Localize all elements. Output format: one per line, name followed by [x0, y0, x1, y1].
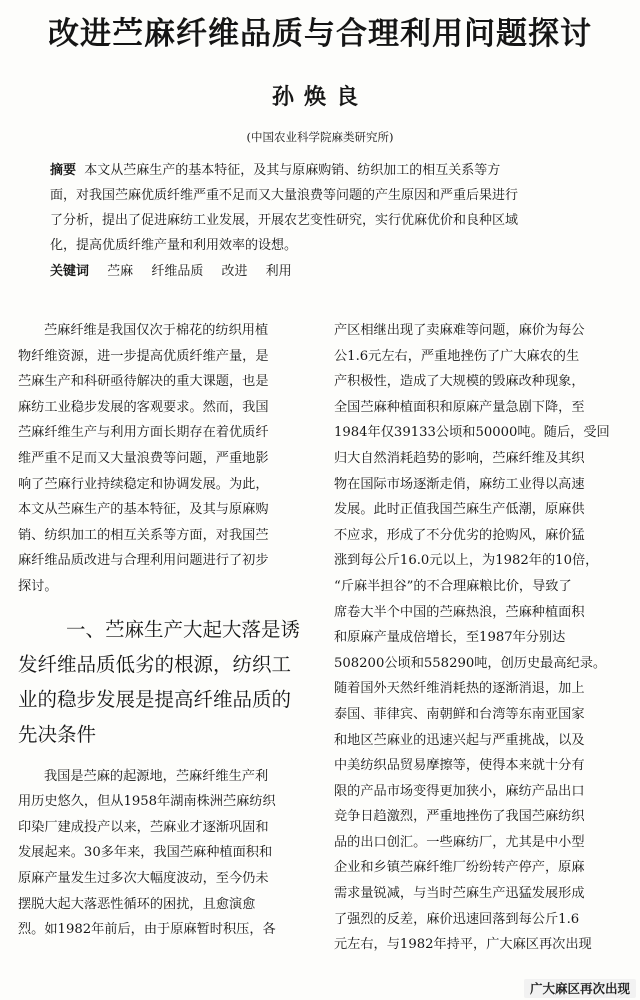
body-line: 产积极性，造成了大规模的毁麻改种现象，	[334, 374, 585, 390]
body-line: 了强烈的反差，麻价迅速回落到每公斤1.6	[334, 911, 580, 927]
body-line: 产区相继出现了卖麻难等问题，麻价为每公	[334, 323, 585, 338]
body-line: 麻纤维品质改进与合理利用问题进行了初步	[18, 553, 269, 569]
body-line: 烈。如1982年前后，由于原麻暂时积压，各	[18, 922, 276, 938]
section-heading: 先决条件	[18, 722, 97, 746]
body-line: 摆脱大起大落恶性循环的困扰，且愈演愈	[18, 896, 256, 912]
body-line: 发展。此时正值我国苎麻生产低潮，原麻供	[334, 502, 585, 518]
body-line: 企业和乡镇苎麻纤维厂纷纷转产停产，原麻	[334, 860, 585, 876]
right-column	[334, 318, 634, 958]
body-line: 1984年仅39133公顷和50000吨。随后，受回	[334, 425, 610, 441]
body-line: 发展起来。30多年来，我国苎麻种植面积和	[18, 845, 273, 861]
body-line: 物在国际市场逐渐走俏，麻纺工业得以高速	[334, 476, 585, 492]
body-line: 竞争日趋激烈，严重地挫伤了我国苎麻纺织	[334, 809, 585, 825]
body-line: 随着国外天然纤维消耗热的逐渐消退，加上	[334, 681, 585, 697]
body-line: 麻纺工业稳步发展的客观要求。然而，我国	[18, 399, 269, 415]
body-line: 需求量锐减，与当时苎麻生产迅猛发展形成	[334, 886, 585, 902]
body-line: 全国苎麻种植面积和原麻产量急剧下降，至	[334, 399, 585, 415]
body-line: “斤麻半担谷”的不合理麻粮比价，导致了	[334, 578, 572, 594]
body-line: 公1.6元左右，严重地挫伤了广大麻农的生	[334, 348, 580, 364]
body-line: 限的产品市场变得更加狭小，麻纺产品出口	[334, 783, 585, 799]
overlay-stamp: 广大麻区再次出现	[524, 979, 636, 998]
body-line: 元左右，与1982年持平，广大麻区再次出现	[334, 937, 592, 953]
body-line: 销、纺织加工的相互关系等方面，对我国苎	[18, 527, 269, 543]
abstract-line: 化，提高优质纤维产量和利用效率的设想。	[50, 238, 298, 253]
body-line: 本文从苎麻生产的基本特征，及其与原麻购	[18, 502, 269, 518]
abstract-label: 摘要	[50, 163, 77, 178]
body-line: 维严重不足而又大量浪费等问题，严重地影	[18, 450, 269, 466]
body-line: 席卷大半个中国的苎麻热浪，苎麻种植面积	[334, 604, 585, 620]
keyword: 改进	[221, 264, 248, 279]
body-line: 和地区苎麻业的迅速兴起与严重挑战，以及	[334, 732, 585, 748]
keywords-line	[50, 260, 606, 284]
section-heading: 一、苎麻生产大起大落是诱	[66, 617, 301, 641]
body-line: 苎麻纤维生产与利用方面长期存在着优质纤	[18, 425, 269, 441]
body-line: 泰国、菲律宾、南朝鲜和台湾等东南亚国家	[334, 706, 585, 722]
body-line: 不应求，形成了不分优劣的抢购风，麻价猛	[334, 527, 585, 543]
abstract-line: 了分析，提出了促进麻纺工业发展，开展农艺变性研究，实行优麻优价和良种区域	[50, 213, 519, 228]
body-line: 品的出口创汇。一些麻纺厂，尤其是中小型	[334, 834, 585, 850]
keyword: 纤维品质	[151, 264, 204, 279]
keyword: 利用	[265, 264, 292, 279]
keyword: 苎麻	[107, 264, 134, 279]
body-line: 探讨。	[18, 578, 58, 594]
body-line: 印染厂建成投产以来，苎麻业才逐渐巩固和	[18, 819, 269, 835]
author-name: 孙焕良	[271, 84, 368, 110]
body-line: 原麻产量发生过多次大幅度波动，至今仍未	[18, 870, 269, 886]
body-line: 归大自然消耗趋势的影响，苎麻纤维及其织	[334, 450, 585, 466]
left-column	[18, 318, 310, 943]
body-line: 508200公顷和558290吨，创历史最高纪录。	[334, 655, 607, 671]
abstract-line: 面，对我国苎麻优质纤维严重不足而又大量浪费等问题的产生原因和严重后果进行	[50, 188, 519, 203]
abstract-text: 本文从苎麻生产的基本特征，及其与原麻购销、纺织加工的相互关系等方	[84, 163, 501, 178]
paper-title: 改进苎麻纤维品质与合理利用问题探讨	[48, 16, 592, 52]
abstract-block	[50, 158, 606, 284]
body-line: 我国是苎麻的起源地，苎麻纤维生产利	[44, 768, 269, 784]
keywords-label: 关键词	[50, 264, 90, 279]
body-line: 用历史悠久，但从1958年湖南株洲苎麻纺织	[18, 794, 276, 810]
section-heading: 发纤维品质低劣的根源，纺织工	[18, 652, 292, 676]
body-line: 中美纺织品贸易摩擦等，使得本来就十分有	[334, 758, 585, 774]
author-affiliation: (中国农业科学院麻类研究所)	[246, 130, 394, 144]
body-line: 响了苎麻行业持续稳定和协调发展。为此，	[18, 476, 269, 492]
body-line: 和原麻产量成倍增长，至1987年分别达	[334, 630, 566, 646]
body-line: 物纤维资源，进一步提高优质纤维产量，是	[18, 348, 269, 364]
body-line: 苎麻生产和科研亟待解决的重大课题，也是	[18, 374, 269, 390]
abstract-line	[50, 158, 606, 183]
section-heading: 业的稳步发展是提高纤维品质的	[18, 687, 292, 711]
body-line: 涨到每公斤16.0元以上，为1982年的10倍，	[334, 553, 599, 569]
body-line: 苎麻纤维是我国仅次于棉花的纺织用植	[44, 323, 269, 338]
